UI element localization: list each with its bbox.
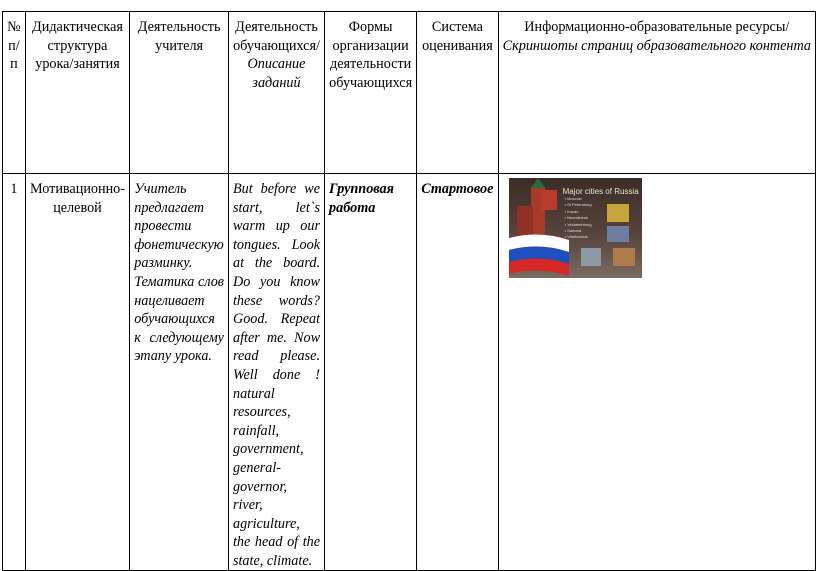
row-teacher-activity: Учитель предлагает провести фонетическую разминку. Тематика слов нацеливает обучающихся к следующему этапу урока. [130, 174, 229, 571]
list-item: • St Petersburg [565, 202, 592, 208]
header-number-sub: п/п [8, 37, 20, 73]
row-resources [498, 174, 815, 571]
row-vocabulary-list: natural resources, rainfall, government, general-governor, river, agriculture, the head of the state, climate. [232, 385, 321, 569]
header-assessment: Система оценивания [417, 12, 498, 174]
header-task-description: Описание заданий [247, 56, 306, 91]
header-teacher-activity: Деятельность учителя [130, 12, 229, 174]
row-assessment: Стартовое [417, 174, 498, 571]
row-student-instructions: But before we start, let`s warm up our tongues. Look at the board. Do you know these words? Good. Repeat after me. Now read please. Well done ! [232, 181, 321, 383]
city-photo-4 [613, 248, 635, 266]
list-item: • Yekaterinburg [565, 222, 592, 228]
kremlin-spire [531, 178, 545, 188]
header-student-activity: Деятельность обучающихся/ [233, 19, 320, 54]
kremlin-wall [517, 206, 533, 236]
list-item: • Vladivostok [565, 234, 592, 240]
header-resources-cell [498, 12, 815, 174]
row-student-activity-cell [228, 174, 324, 571]
city-photo-2 [607, 226, 629, 242]
row-number: 1 [3, 174, 26, 571]
row-stage-cell [25, 174, 129, 571]
city-photo-3 [581, 248, 601, 266]
lesson-plan-table [2, 11, 816, 571]
header-student-activity-cell [228, 12, 324, 174]
row-stage: Мотивационно- [29, 181, 126, 197]
list-item: • Samara [565, 228, 592, 234]
row-forms: Групповая работа [325, 174, 417, 571]
table-header-row [3, 12, 816, 174]
list-item: • Moscow [565, 196, 592, 202]
header-number-cell [3, 12, 26, 174]
header-resources: Информационно-образовательные ресурсы/ [524, 19, 790, 35]
header-screenshots: Скриншоты страниц образовательного контента [502, 37, 811, 54]
row-stage-sub: целевой [53, 199, 102, 216]
header-number: № [7, 19, 21, 35]
header-structure: Дидактическая структура урока/занятия [25, 12, 129, 174]
list-item: • Novosibirsk [565, 215, 592, 221]
table-row [3, 174, 816, 571]
slide-thumbnail-image [509, 178, 642, 278]
coat-of-arms-shield [541, 190, 557, 210]
header-forms: Формы организации деятельности обучающихся [325, 12, 417, 174]
list-item: • Kazan [565, 209, 592, 215]
slide-title: Major cities of Russia [562, 187, 639, 196]
slide-city-list [565, 196, 592, 241]
city-photo-1 [607, 204, 629, 222]
